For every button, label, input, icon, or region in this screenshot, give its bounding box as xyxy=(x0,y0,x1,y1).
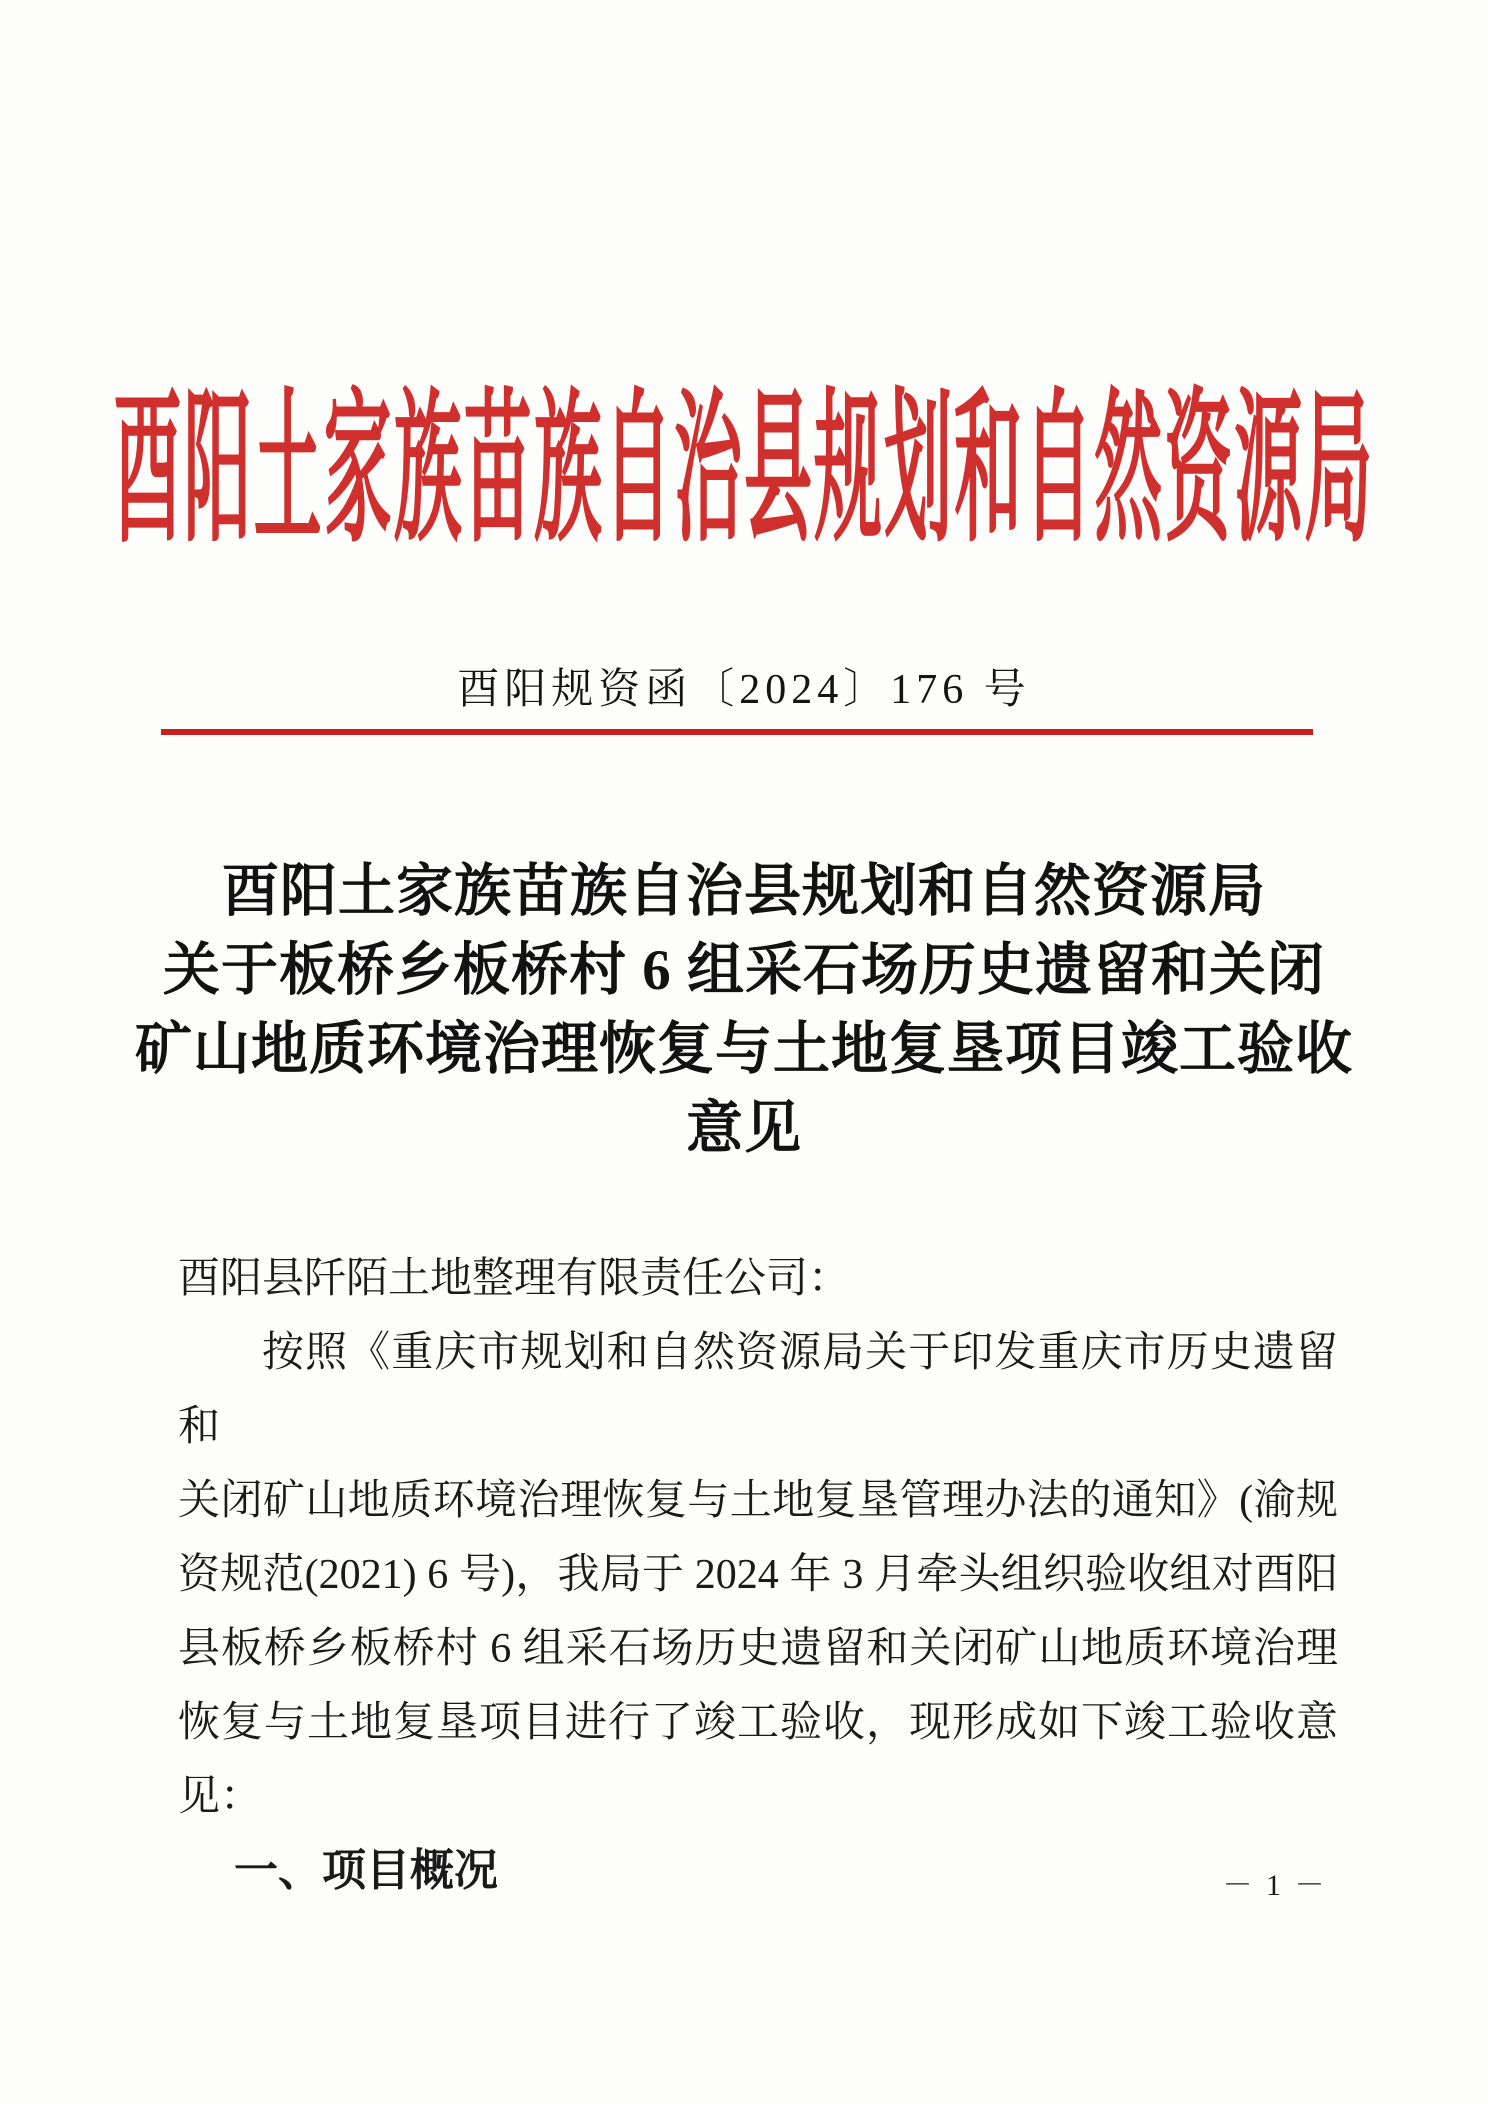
document-number: 酉阳规资函〔2024〕176 号 xyxy=(457,667,1031,713)
recipient-line: 酉阳县阡陌土地整理有限责任公司： xyxy=(178,1256,851,1302)
title-line-1: 酉阳土家族苗族自治县规划和自然资源局 xyxy=(222,860,1266,923)
title-line-3: 矿山地质环境治理恢复与土地复垦项目竣工验收 xyxy=(135,1018,1353,1081)
document-title xyxy=(80,852,1408,1168)
paragraph-line: 资规范(2021) 6 号)，我局于 2024 年 3 月牵头组织验收组对酉阳 xyxy=(178,1552,1338,1598)
paragraph-line: 按照《重庆市规划和自然资源局关于印发重庆市历史遗留和 xyxy=(178,1330,1338,1450)
agency-masthead xyxy=(0,362,1488,564)
title-line-2: 关于板桥乡板桥村 6 组采石场历史遗留和关闭 xyxy=(163,939,1325,1002)
paragraph-line: 见： xyxy=(178,1774,263,1820)
document-body xyxy=(178,1242,1338,1908)
page-number: － 1 － xyxy=(1222,1869,1328,1902)
red-divider-line xyxy=(161,729,1313,735)
paragraph-line: 关闭矿山地质环境治理恢复与土地复垦管理办法的通知》(渝规 xyxy=(178,1478,1338,1524)
agency-name: 酉阳土家族苗族自治县规划和自然资源局 xyxy=(113,380,1375,564)
paragraph-line: 县板桥乡板桥村 6 组采石场历史遗留和关闭矿山地质环境治理 xyxy=(178,1626,1338,1672)
paragraph-line: 恢复与土地复垦项目进行了竣工验收，现形成如下竣工验收意 xyxy=(178,1700,1338,1746)
title-line-4: 意见 xyxy=(686,1097,802,1160)
section-heading: 一、项目概况 xyxy=(234,1846,498,1895)
